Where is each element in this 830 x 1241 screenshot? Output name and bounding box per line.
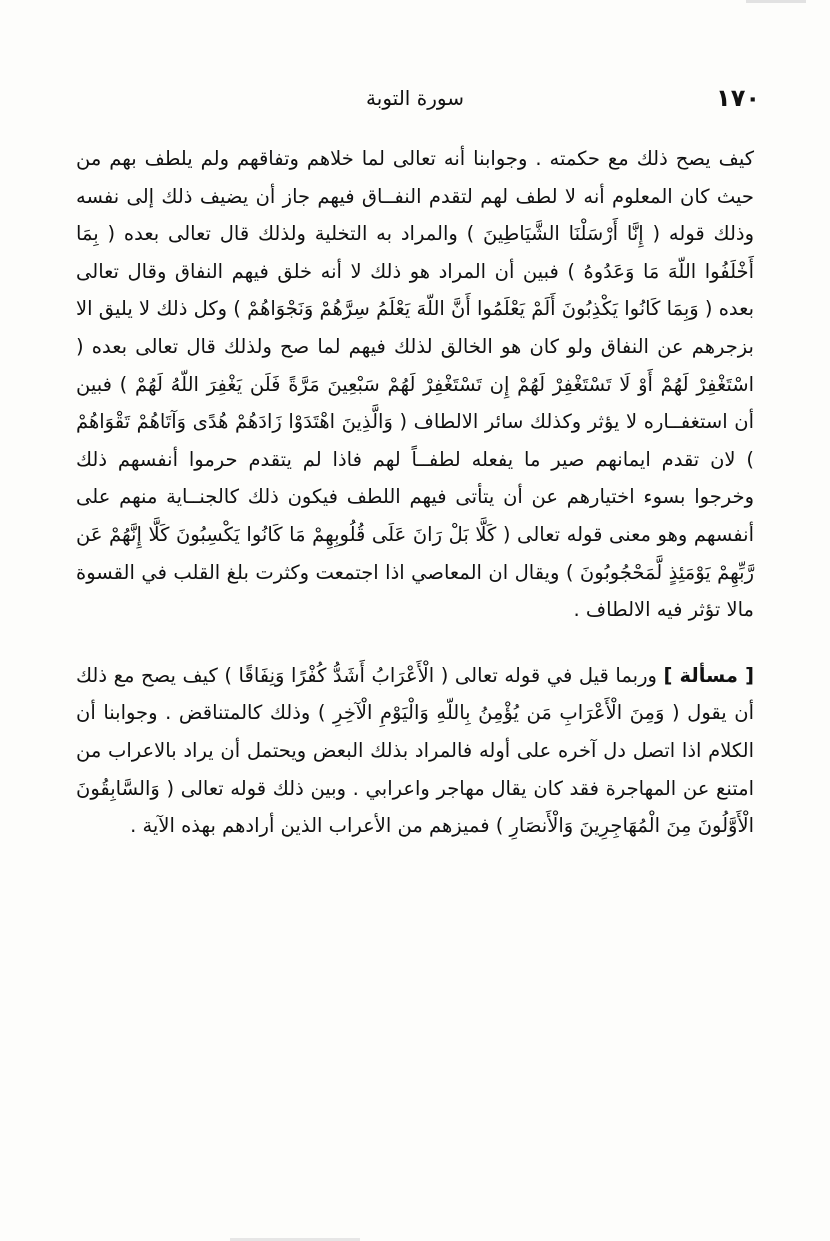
scan-edge-mark-top <box>746 0 806 3</box>
page-number: ١٧٠ <box>716 84 760 112</box>
question-label: [ مسألة ] <box>663 663 754 687</box>
paragraph-text: كيف يصح ذلك مع حكمته . وجوابنا أنه تعالى لما خلاهم وتفاقهم ولم يلطف بهم من حيث كان المعلوم أنه لا لطف لهم لتقدم النفــاق فيهم جاز أن يضيف ذلك إلى نفسه وذلك قوله ( إِنَّا أَرْسَلْنَا الشَّيَاطِينَ ) والمراد به التخلية ولذلك قال تعالى بعده ( بِمَا أَخْلَفُوا اللّهَ مَا وَعَدُوهُ ) فبين أن المراد هو ذلك لا أنه خلق فيهم النفاق وقال تعالى بعده ( وَبِمَا كَانُوا يَكْذِبُونَ أَلَمْ يَعْلَمُوا أَنَّ اللّهَ يَعْلَمُ سِرَّهُمْ وَنَجْوَاهُمْ ) وكل ذلك لا يليق الا بزجرهم عن النفاق ولو كان هو الخالق لذلك فيهم لما صح ولذلك قال تعالى بعده ( اسْتَغْفِرْ لَهُمْ أَوْ لَا تَسْتَغْفِرْ لَهُمْ إِن تَسْتَغْفِرْ لَهُمْ سَبْعِينَ مَرَّةً فَلَن يَغْفِرَ اللّهُ لَهُمْ ) فبين أن استغفــاره لا يؤثر وكذلك سائر الالطاف ( وَالَّذِينَ اهْتَدَوْا زَادَهُمْ هُدًى وَآتَاهُمْ تَقْوَاهُمْ ) لان تقدم ايمانهم صير ما يفعله لطفــاً لهم فاذا لم يتقدم حرموا أنفسهم ذلك وخرجوا بسوء اختيارهم عن أن يتأتى فيهم اللطف فيكون ذلك كالجنــاية منهم على أنفسهم وهو معنى قوله تعالى ( كَلَّا بَلْ رَانَ عَلَى قُلُوبِهِمْ مَا كَانُوا يَكْسِبُونَ كَلَّا إِنَّهُمْ عَن رَّبِّهِمْ يَوْمَئِذٍ لَّمَحْجُوبُونَ ) ويقال ان المعاصي اذا اجتمعت وكثرت بلغ القلب في القسوة مالا تؤثر فيه الالطاف . <box>76 147 754 622</box>
page-header <box>70 84 760 118</box>
paragraph-text: وربما قيل في قوله تعالى ( الْأَعْرَابُ أَشَدُّ كُفْرًا وَنِفَاقًا ) كيف يصح مع ذلك أن يقول ( وَمِنَ الْأَعْرَابِ مَن يُؤْمِنُ بِاللّهِ وَالْيَوْمِ الْآخِرِ ) وذلك كالمتناقض . وجوابنا أن الكلام اذا اتصل دل آخره على أوله فالمراد بذلك البعض ويحتمل أن يراد بالاعراب من امتنع عن المهاجرة فقد كان يقال مهاجر واعرابي . وبين ذلك قوله تعالى ( وَالسَّابِقُونَ الْأَوَّلُونَ مِنَ الْمُهَاجِرِينَ وَالْأَنصَارِ ) فميزهم من الأعراب الذين أرادهم بهذه الآية . <box>76 663 754 838</box>
paragraph-question <box>76 657 754 845</box>
running-title: سورة التوبة <box>366 86 464 110</box>
body-text <box>76 140 754 845</box>
paragraph-commentary <box>76 140 754 629</box>
